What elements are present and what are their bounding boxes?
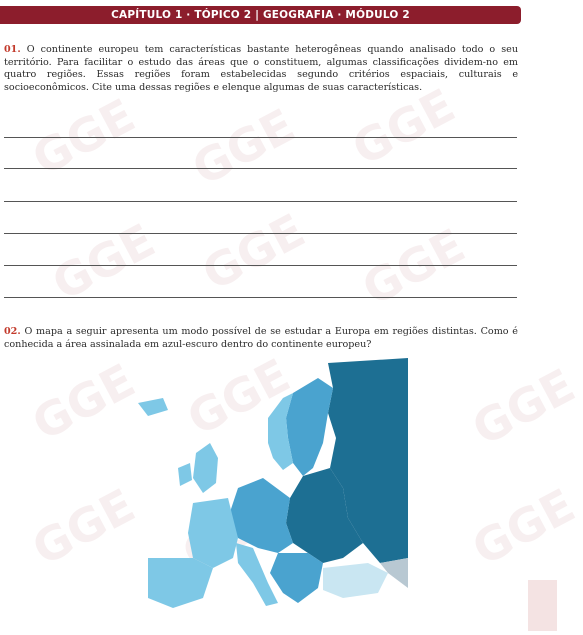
question-2 [4, 326, 518, 351]
region-west [188, 498, 238, 568]
answer-line-5[interactable] [4, 265, 517, 266]
region-central [228, 478, 293, 553]
answer-line-1[interactable] [4, 137, 517, 138]
europe-map-svg [118, 358, 408, 631]
watermark-logo: GGE [43, 213, 164, 311]
region-iceland [138, 398, 168, 416]
watermark-logo: GGE [353, 218, 474, 316]
watermark-logo: GGE [23, 353, 144, 451]
region-uk [193, 443, 218, 493]
watermark-logo: GGE [193, 203, 314, 301]
answer-line-3[interactable] [4, 201, 517, 202]
question-1 [4, 44, 518, 94]
watermark-logo: GGE [463, 478, 583, 576]
region-balkans [270, 553, 323, 603]
decorative-stripe [528, 580, 557, 631]
watermark-logo: GGE [178, 348, 299, 446]
question-text: O mapa a seguir apresenta um modo possível de se estudar a Europa em regiões distintas. Como é conhecida a área assinalada em azul-escuro dentro do continente europeu? [4, 326, 518, 350]
region-ireland [178, 463, 192, 486]
section-header: CAPÍTULO 1 · TÓPICO 2 | GEOGRAFIA · MÓDULO 2 [0, 6, 521, 24]
answer-line-2[interactable] [4, 168, 517, 169]
region-scandinavia [286, 378, 333, 476]
watermark-logo: GGE [463, 358, 583, 456]
watermark-logo: GGE [183, 98, 304, 196]
watermark-logo: GGE [343, 78, 464, 176]
answer-line-4[interactable] [4, 233, 517, 234]
question-text: O continente europeu tem características bastante heterogêneas quando analisado todo o seu território. Para facilitar o estudo das áreas que o constituem, algumas classificações dividem-no em quatro regiões. Essas regiões foram estabelecidas segundo critérios espaciais, culturais e socioeconômicos. Cite uma dessas regiões e elenque algumas de suas características. [4, 44, 518, 93]
answer-line-6[interactable] [4, 297, 517, 298]
question-number: 02. [4, 326, 21, 337]
question-number: 01. [4, 44, 21, 55]
europe-map [118, 358, 408, 631]
region-iberia [148, 558, 213, 608]
watermark-logo: GGE [23, 478, 144, 576]
watermark-logo: GGE [23, 88, 144, 186]
region-turkey [323, 563, 388, 598]
